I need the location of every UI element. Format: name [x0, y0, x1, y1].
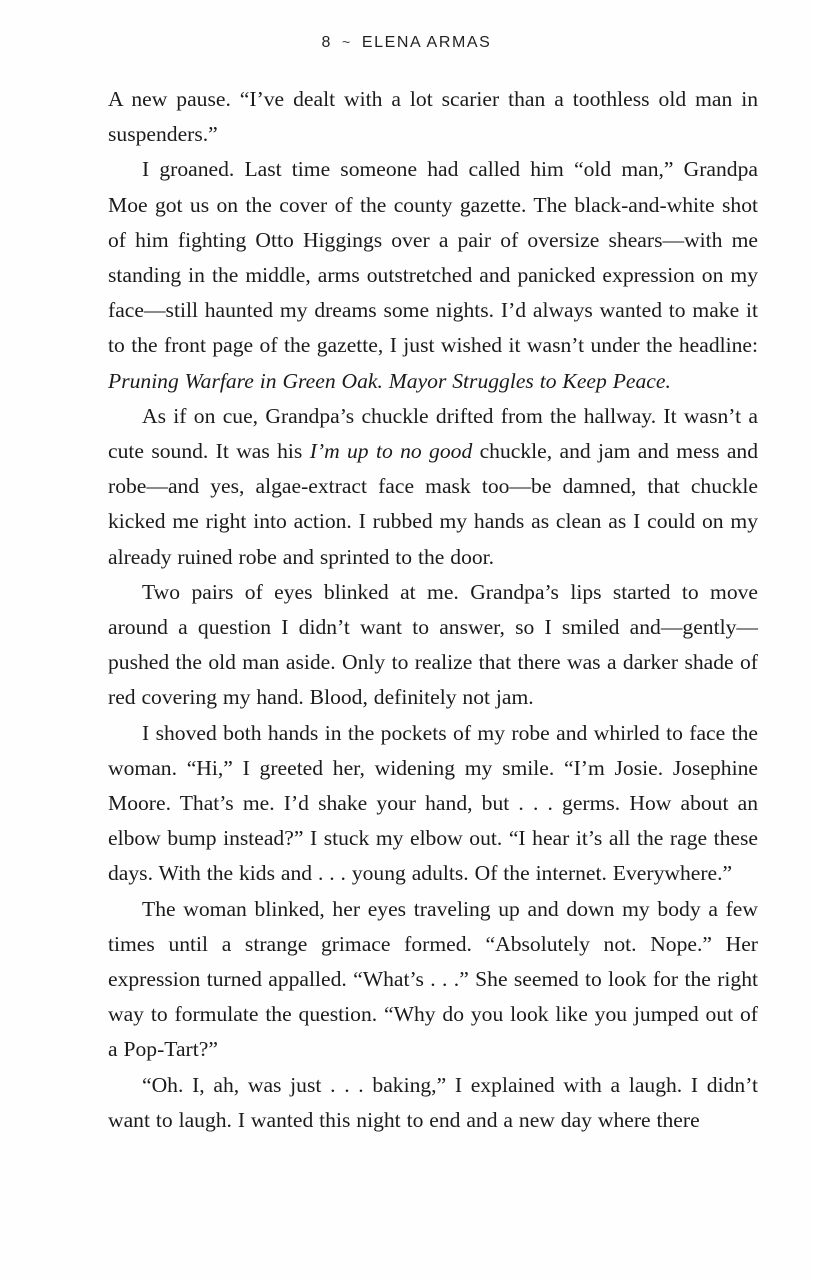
paragraph-text: Two pairs of eyes blinked at me. Grandpa’s lips started to move around a question I didn’t want to answer, so I smiled and—gently—pushed the old man aside. Only to realize that there was a darker shade of red covering my hand. Blood, definitely not jam. — [108, 579, 758, 710]
paragraph-text: “Oh. I, ah, was just . . . baking,” I explained with a laugh. I didn’t want to laugh. I wanted this night to end and a new day where there — [108, 1072, 758, 1132]
paragraph — [108, 716, 758, 892]
paragraph — [108, 82, 758, 152]
paragraph — [108, 575, 758, 716]
italic-text: I’m up to no good — [309, 439, 473, 464]
paragraph-text: A new pause. “I’ve dealt with a lot scarier than a toothless old man in suspenders.” — [108, 87, 758, 147]
paragraph — [108, 399, 758, 575]
running-header — [0, 34, 813, 52]
paragraph — [108, 152, 758, 398]
paragraph-text: I shoved both hands in the pockets of my robe and whirled to face the woman. “Hi,” I greeted her, widening my smile. “I’m Josie. Josephine Moore. That’s me. I’d shake your hand, but . . . germs. How about an elbow bump instead?” I stuck my elbow out. “I hear it’s all the rage these days. With the kids and . . . young adults. Of the internet. Everywhere.” — [108, 720, 758, 886]
paragraph — [108, 892, 758, 1068]
paragraph-text: The woman blinked, her eyes traveling up and down my body a few times until a strange grimace formed. “Absolutely not. Nope.” Her expression turned appalled. “What’s . . .” She seemed to look for the right way to formulate the question. “Why do you look like you jumped out of a Pop-Tart?” — [108, 896, 758, 1062]
header-separator: ~ — [342, 34, 352, 50]
author-name: ELENA ARMAS — [361, 34, 492, 51]
paragraph-text: chuckle, and jam and mess and robe—and yes, algae-extract face mask too—be damned, that chuckle kicked me right into action. I rubbed my hands as clean as I could on my already ruined robe and sprinted to the door. — [108, 439, 758, 569]
page-number: 8 — [321, 34, 333, 51]
paragraph-text: As if on cue, Grandpa’s chuckle drifted from the hallway. It wasn’t a cute sound. It was his — [108, 403, 758, 464]
paragraph-text: I groaned. Last time someone had called him “old man,” Grandpa Moe got us on the cover of the county gazette. The black-and-white shot of him fighting Otto Higgings over a pair of oversize shears—with me standing in the middle, arms outstretched and panicked expression on my face—still haunted my dreams some nights. I’d always wanted to make it to the front page of the gazette, I just wished it wasn’t under the headline: — [108, 157, 758, 358]
italic-text: Pruning Warfare in Green Oak. Mayor Struggles to Keep Peace. — [108, 368, 671, 393]
paragraph — [108, 1068, 758, 1138]
body-text — [108, 82, 758, 1138]
